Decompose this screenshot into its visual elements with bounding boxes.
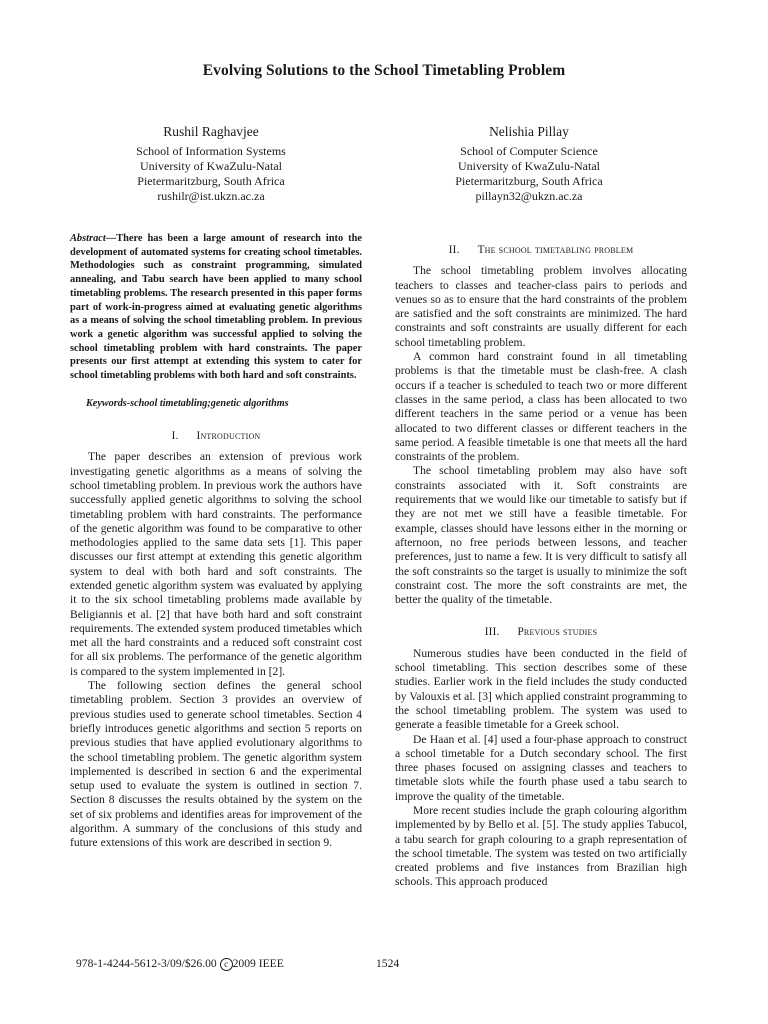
paragraph: De Haan et al. [4] used a four-phase approach to construct a school timetable for a Dutch secondary school. The first three phases focused on assigning classes and teachers to timetable slots while the fourth phase used a tabu search to improve the quality of the timetable.: [395, 732, 687, 803]
author-university: University of KwaZulu-Natal: [140, 159, 282, 173]
section-number: III.: [484, 626, 500, 639]
paragraph: The following section defines the general school timetabling problem. Section 3 provides an overview of previous studies used to generate school timetables. Section 4 briefly introduces genetic algorithms and section 5 reports on previous studies that have applied evolutionary algorithms to the school timetabling problem. The genetic algorithm system implemented is described in section 6 and the experimental setup used to evaluate the system is outlined in section 7. Section 8 discusses the results obtained by the system on the set of six problems and identifies areas for improvement of the algorithm. A summary of the conclusions of this study and future extensions of this work are described in section 9.: [70, 679, 362, 850]
section-heading-previous-studies: [395, 625, 687, 639]
section-title: The school timetabling problem: [477, 244, 634, 256]
paragraph: A common hard constraint found in all timetabling problems is that the timetable must be clash-free. A clash occurs if a teacher is scheduled to teach two or more different classes in the same period, a class has been allocated to two different teachers in the same period or a venue has been allocated to two different classes or different teachers in the same period. A feasible timetable is one that meets all the hard constraints of the problem.: [395, 350, 687, 464]
paragraph: The school timetabling problem involves allocating teachers to classes and teacher-class pairs to periods and venues so as to ensure that the hard constraints of the problem are satisfied and the soft constraints are minimized. The hard constraints and soft constraints are usually different for each school timetabling problem.: [395, 264, 687, 349]
paragraph: More recent studies include the graph colouring algorithm implemented by by Bello et al. [5]. The study applies Tabucol, a tabu search for graph colouring to a graph representation of the school timetable. The system was tested on two artificially created problems and five instances from Brazilian high schools. This approach produced: [395, 803, 687, 889]
section-title: Previous studies: [517, 626, 598, 639]
abstract: [70, 232, 362, 383]
author-university: University of KwaZulu-Natal: [458, 159, 600, 173]
keywords: Keywords-school timetabling;genetic algorithms: [86, 397, 289, 409]
author-block-1: [61, 124, 361, 204]
copyright-year: 2009 IEEE: [232, 957, 284, 970]
author-affiliation: School of Computer Science: [460, 144, 598, 158]
section-heading-introduction: [70, 429, 362, 443]
paper-title: Evolving Solutions to the School Timetabling Problem: [202, 62, 566, 79]
author-location: Pietermaritzburg, South Africa: [455, 174, 603, 188]
abstract-text: —There has been a large amount of research into the development of automated systems for creating school timetables. Methodologies such as constraint programming, simulated annealing, and Tabu search have been applied to many school timetabling problems. The research presented in this paper forms part of work-in-progress aimed at evaluating genetic algorithms as a means of solving the school timetabling problem. In previous work a genetic algorithm was successful applied to solving the school timetabling problem with hard constraints. The paper presents our first attempt at extending this system to cater for school timetabling problems with both hard and soft constraints.: [70, 233, 362, 382]
paragraph: The school timetabling problem may also have soft constraints associated with it. Soft constraints are requirements that we would like our timetable to satisfy but if they are not met we still have a feasible timetable. For example, classes should have lessons either in the morning or afternoon, no free periods between lessons, and teacher preferences, just to name a few. It is very difficult to satisfy all the soft constraints so the target is usually to minimize the soft constraint cost. The more the soft constraints are met, the better the quality of the timetable.: [395, 464, 687, 607]
left-column: [70, 232, 362, 851]
paragraph: The paper describes an extension of previous work investigating genetic algorithms as a means of solving the school timetabling problem. In previous work the authors have successfully applied genetic algorithms to solving the school timetabling problem with hard constraints. The performance of the genetic algorithm was found to be comparative to other methodologies applied to the same data sets [1]. This paper discusses our first attempt at extending this genetic algorithm system to deal with both hard and soft constraints. The extended genetic algorithm system was evaluated by applying it to the six school timetabling problems made available by Beligiannis et al. [2] that have both hard and soft constraint requirements. The extended system produced timetables which met all the hard constraints and a reduced soft constraint cost for all six problems. The performance of the genetic algorithm is compared to the system implemented in [2].: [70, 450, 362, 678]
paragraph: Numerous studies have been conducted in the field of school timetabling. This section describes some of these studies. Earlier work in the field includes the study conducted by Valouxis et al. [3] which applied constraint programming to the school timetabling problem. The system was used to generate a feasible timetable for a Greek school.: [395, 646, 687, 732]
section-number: II.: [448, 244, 460, 256]
right-column: [395, 232, 687, 890]
author-block-2: [379, 124, 679, 204]
author-affiliation: School of Information Systems: [136, 144, 286, 158]
section-number: I.: [171, 430, 179, 443]
author-email: pillayn32@ukzn.ac.za: [475, 189, 583, 203]
author-name: Rushil Raghavjee: [163, 124, 259, 139]
section-title: Introduction: [196, 430, 261, 443]
abstract-label: Abstract: [70, 233, 106, 244]
copyright-icon: c: [220, 958, 233, 971]
isbn-text: 978-1-4244-5612-3/09/$26.00: [76, 957, 220, 970]
author-location: Pietermaritzburg, South Africa: [137, 174, 285, 188]
footer-isbn: [76, 957, 284, 971]
page-number: 1524: [376, 957, 400, 970]
author-email: rushilr@ist.ukzn.ac.za: [157, 189, 265, 203]
author-name: Nelishia Pillay: [489, 124, 569, 139]
section-heading-problem: [395, 243, 687, 257]
